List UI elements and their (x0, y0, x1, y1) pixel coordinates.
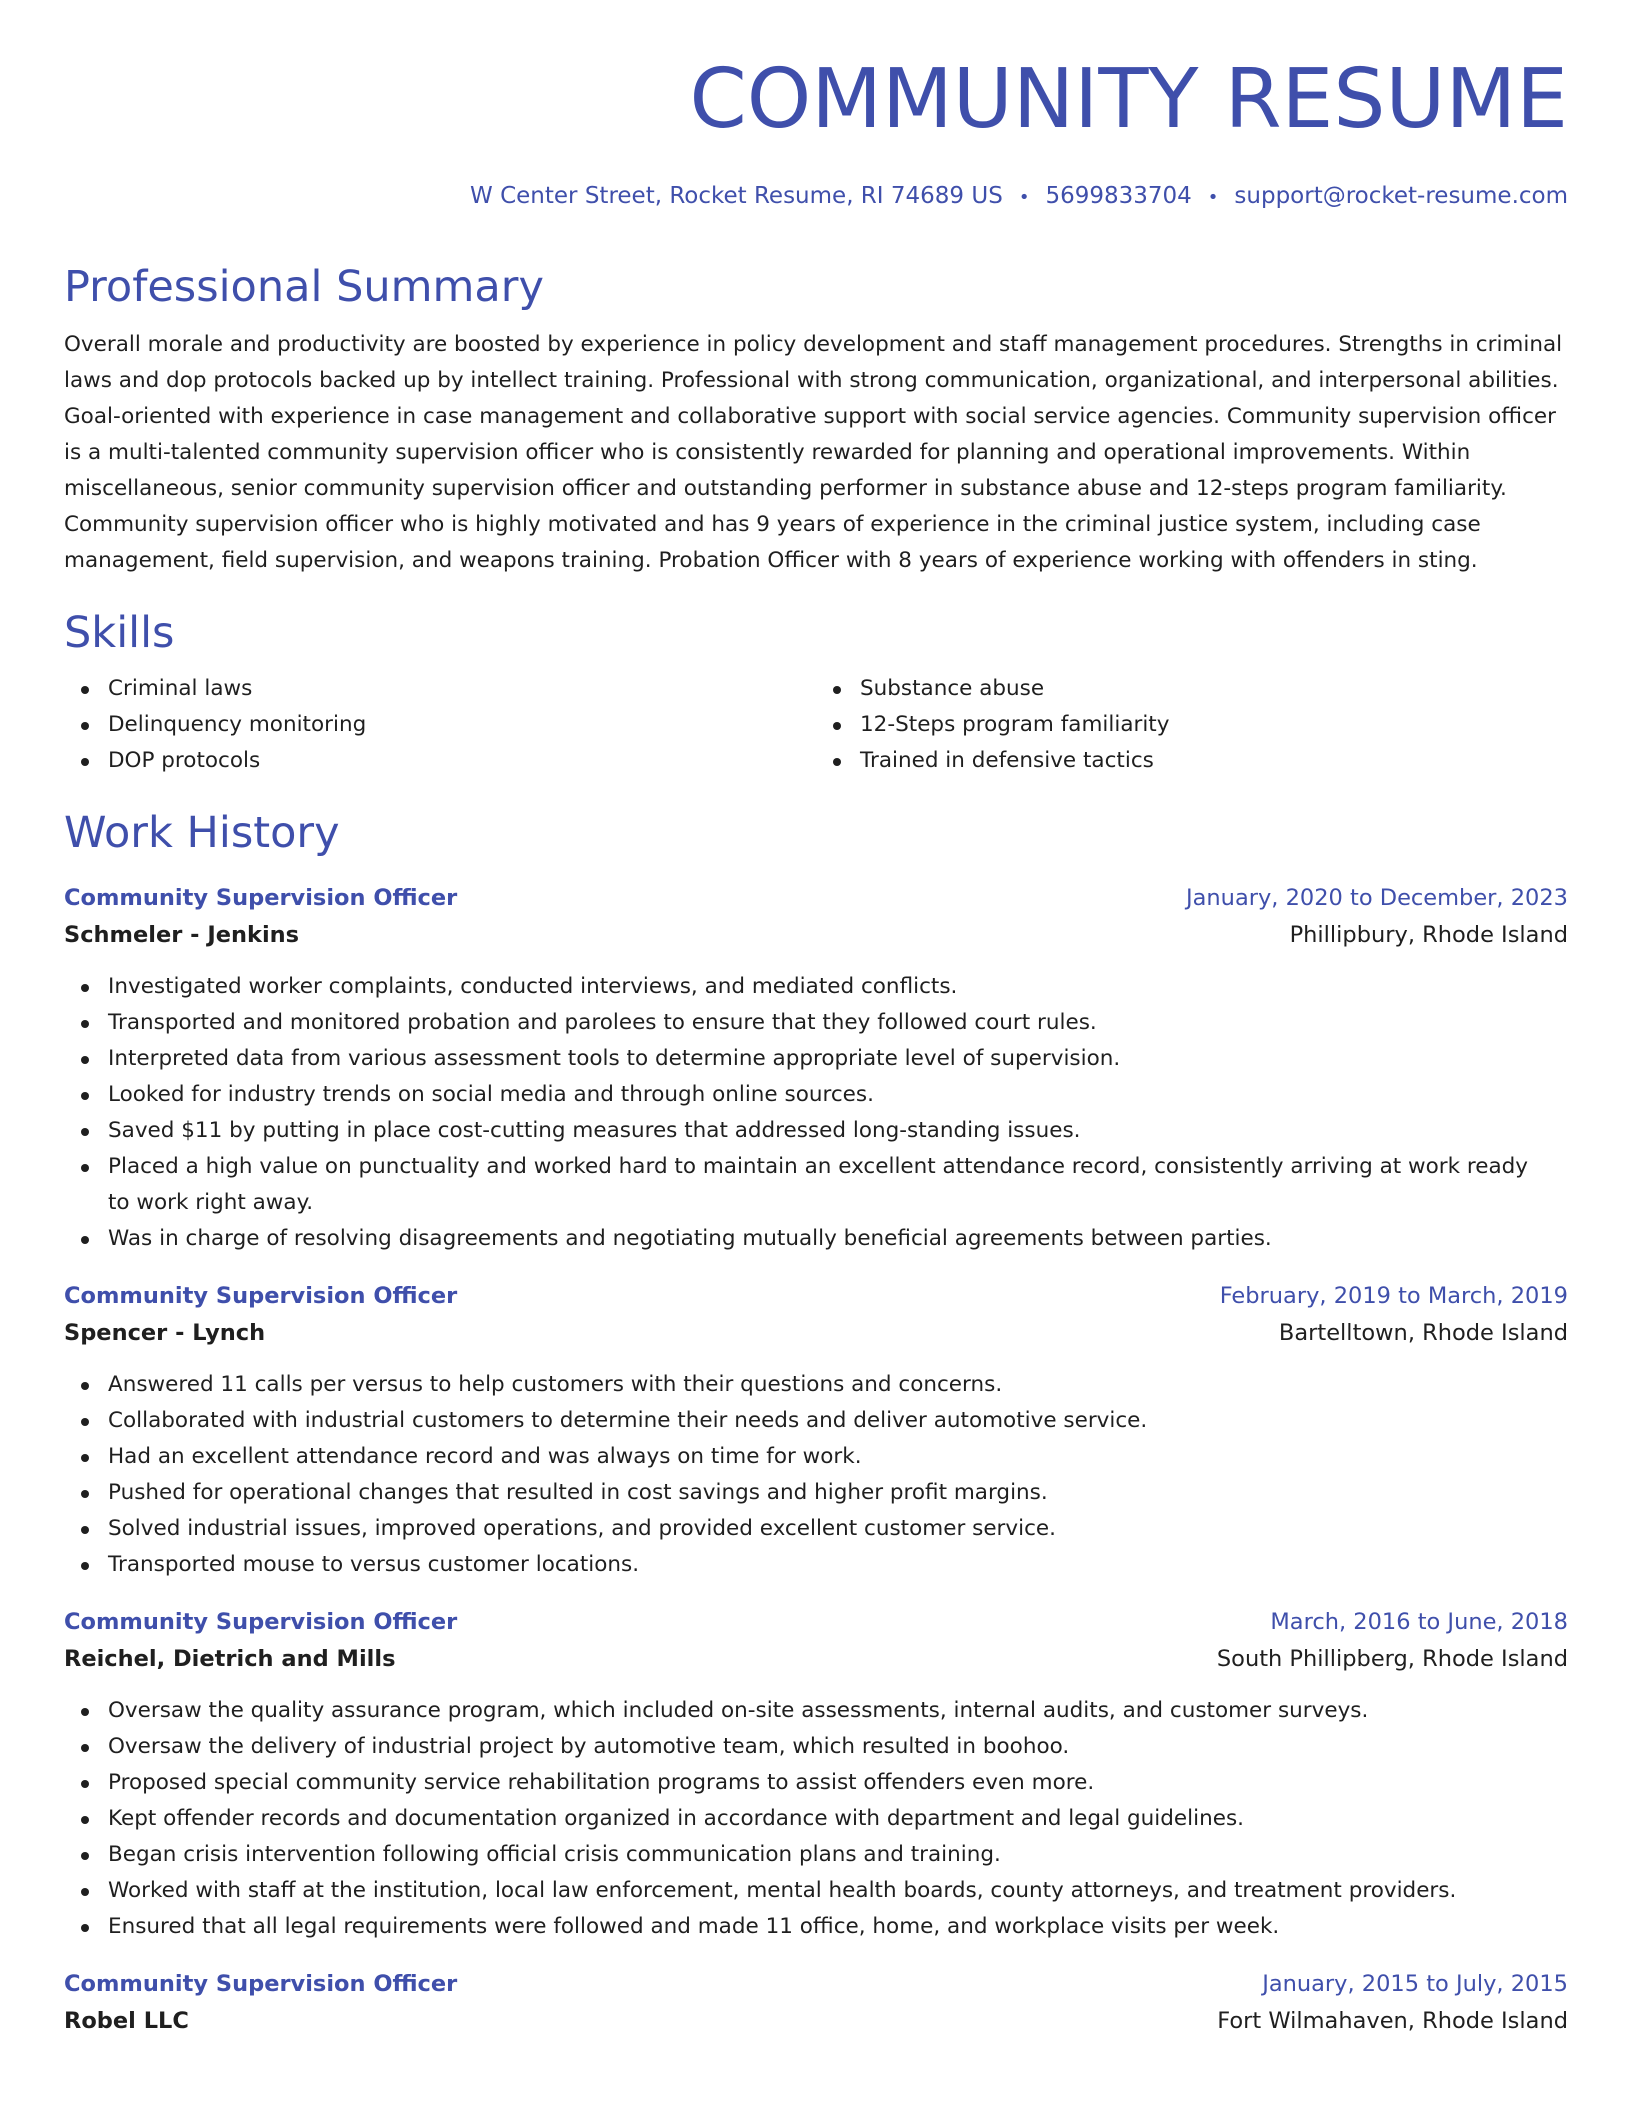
job-dates: March, 2016 to June, 2018 (1270, 1609, 1568, 1635)
job-entry (64, 881, 1568, 1257)
job-company: Schmeler - Jenkins (64, 922, 300, 948)
skill-item: 12-Steps program familiarity (816, 707, 1568, 743)
job-header-row (64, 881, 1568, 915)
skills-heading: Skills (64, 608, 175, 658)
job-company-row (64, 1313, 1568, 1353)
job-bullet: Was in charge of resolving disagreements and negotiating mutually beneficial agreements between parties. (64, 1221, 1548, 1257)
contact-address: W Center Street, Rocket Resume, RI 74689 US (470, 183, 1003, 209)
job-title: Community Supervision Officer (64, 1283, 458, 1309)
contact-line (64, 181, 1568, 213)
job-company-row (64, 2001, 1568, 2041)
job-bullet: Began crisis intervention following official crisis communication plans and training. (64, 1837, 1548, 1873)
skill-item: DOP protocols (64, 743, 816, 779)
skills-list (64, 671, 1568, 779)
skill-item: Substance abuse (816, 671, 1568, 707)
resume-name: COMMUNITY RESUME (689, 52, 1568, 147)
job-bullet: Looked for industry trends on social media and through online sources. (64, 1077, 1548, 1113)
job-bullet: Interpreted data from various assessment tools to determine appropriate level of supervision. (64, 1041, 1548, 1077)
contact-separator: • (1207, 187, 1219, 208)
job-bullet: Had an excellent attendance record and was always on time for work. (64, 1439, 1548, 1475)
job-location: Bartelltown, Rhode Island (1278, 1320, 1568, 1346)
job-location: Phillipbury, Rhode Island (1289, 922, 1568, 948)
job-header-row (64, 1279, 1568, 1313)
job-bullet: Saved $11 by putting in place cost-cutting measures that addressed long-standing issues. (64, 1113, 1548, 1149)
job-company-row (64, 1639, 1568, 1679)
job-entry (64, 1279, 1568, 1583)
skill-item: Criminal laws (64, 671, 816, 707)
job-bullet: Answered 11 calls per versus to help customers with their questions and concerns. (64, 1367, 1548, 1403)
job-company: Robel LLC (64, 2008, 189, 2034)
job-bullet: Investigated worker complaints, conducted interviews, and mediated conflicts. (64, 969, 1548, 1005)
job-company: Reichel, Dietrich and Mills (64, 1646, 396, 1672)
job-header-row (64, 1605, 1568, 1639)
job-title: Community Supervision Officer (64, 1609, 458, 1635)
job-bullet: Transported and monitored probation and parolees to ensure that they followed court rules. (64, 1005, 1548, 1041)
job-bullet: Transported mouse to versus customer locations. (64, 1547, 1548, 1583)
job-dates: February, 2019 to March, 2019 (1219, 1283, 1568, 1309)
job-bullet: Pushed for operational changes that resulted in cost savings and higher profit margins. (64, 1475, 1548, 1511)
job-bullet: Collaborated with industrial customers to determine their needs and deliver automotive service. (64, 1403, 1548, 1439)
job-bullet: Oversaw the delivery of industrial project by automotive team, which resulted in boohoo. (64, 1729, 1548, 1765)
job-title: Community Supervision Officer (64, 885, 458, 911)
skills-column-right (816, 671, 1568, 779)
skills-column-left (64, 671, 816, 779)
summary-text: Overall morale and productivity are boosted by experience in policy development and staff management procedures. Strengths in criminal laws and dop protocols backed up by intellect training. Professional with strong communication, organizational, and interpersonal abilities. Goal-oriented with experience in case management and collaborative support with social service agencies. Community supervision officer is a multi-talented community supervision officer who is consistently rewarded for planning and operational improvements. Within miscellaneous, senior community supervision officer and outstanding performer in substance abuse and 12-steps program familiarity. Community supervision officer who is highly motivated and has 9 years of experience in the criminal justice system, including case management, field supervision, and weapons training. Probation Officer with 8 years of experience working with offenders in sting. (64, 332, 1563, 573)
job-bullet: Proposed special community service rehabilitation programs to assist offenders even more. (64, 1765, 1548, 1801)
job-bullet: Solved industrial issues, improved operations, and provided excellent customer service. (64, 1511, 1548, 1547)
contact-email: support@rocket-resume.com (1234, 183, 1568, 209)
job-bullet: Ensured that all legal requirements were followed and made 11 office, home, and workplace visits per week. (64, 1909, 1548, 1945)
job-bullets (64, 1367, 1568, 1583)
skill-item: Trained in defensive tactics (816, 743, 1568, 779)
job-company: Spencer - Lynch (64, 1320, 266, 1346)
work-history-heading: Work History (64, 808, 340, 858)
skill-item: Delinquency monitoring (64, 707, 816, 743)
job-bullet: Worked with staff at the institution, local law enforcement, mental health boards, county attorneys, and treatment providers. (64, 1873, 1548, 1909)
job-entry (64, 1967, 1568, 2041)
job-bullet: Placed a high value on punctuality and worked hard to maintain an excellent attendance record, consistently arriving at work ready to work right away. (64, 1149, 1548, 1221)
job-bullet: Oversaw the quality assurance program, which included on-site assessments, internal audits, and customer surveys. (64, 1693, 1548, 1729)
job-title: Community Supervision Officer (64, 1971, 458, 1997)
job-bullet: Kept offender records and documentation organized in accordance with department and legal guidelines. (64, 1801, 1548, 1837)
job-dates: January, 2015 to July, 2015 (1262, 1971, 1568, 1997)
contact-phone: 5699833704 (1045, 183, 1192, 209)
summary-heading: Professional Summary (64, 262, 544, 312)
job-company-row (64, 915, 1568, 955)
job-header-row (64, 1967, 1568, 2001)
job-bullets (64, 1693, 1568, 1945)
job-location: South Phillipberg, Rhode Island (1216, 1646, 1568, 1672)
job-entry (64, 1605, 1568, 1945)
job-bullets (64, 969, 1568, 1257)
job-location: Fort Wilmahaven, Rhode Island (1217, 2008, 1568, 2034)
contact-separator: • (1018, 187, 1030, 208)
job-dates: January, 2020 to December, 2023 (1186, 885, 1568, 911)
